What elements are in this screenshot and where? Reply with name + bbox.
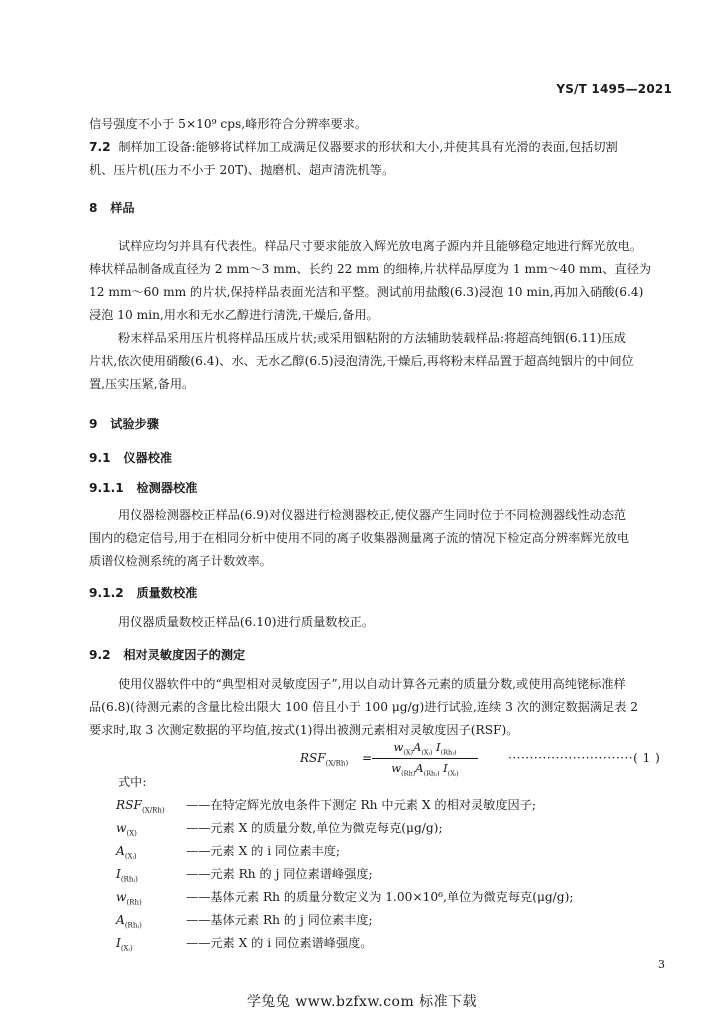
definition-text: ——元素 Rh 的 j 同位素谱峰强度;	[186, 867, 373, 881]
standard-number: YS/T 1495—2021	[556, 82, 672, 96]
definition-text: ——元素 X 的 i 同位素谱峰强度。	[186, 936, 373, 950]
section-title: 试验步骤	[110, 417, 159, 431]
section-8-paragraph-1	[89, 235, 673, 327]
section-number: 9	[89, 417, 98, 431]
paragraph-line: 棒状样品制备成直径为 2 mm～3 mm、长约 22 mm 的细棒,片状样品厚度为 1 mm～40 mm、直径为	[89, 262, 652, 276]
definition-text: ——基体元素 Rh 的质量分数定义为 1.00×10⁶,单位为微克每克(μg/g);	[186, 890, 574, 904]
paragraph-line: 浸泡 10 min,用水和无水乙醇进行清洗,干燥后,备用。	[89, 308, 379, 322]
definition-symbol: $A_{(Rhⱼ)}$	[116, 913, 142, 930]
section-title: 相对灵敏度因子的测定	[123, 648, 246, 662]
section-9-1-1-paragraph	[89, 504, 673, 573]
paragraph-line: 用仪器检测器校正样品(6.9)对仪器进行检测器校正,使仪器产生同时位于不同检测器线性动态范	[118, 508, 627, 522]
definition-text: ——元素 X 的质量分数,单位为微克每克(μg/g);	[186, 821, 443, 835]
section-9-2-paragraph	[89, 673, 673, 742]
paragraph-line: 质谱仪检测系统的离子计数效率。	[89, 554, 272, 568]
paragraph-line: 置,压实压紧,备用。	[89, 377, 195, 391]
definitions-list	[116, 794, 573, 955]
section-text: 制样加工设备:能够将试样加工成满足仪器要求的形状和大小,并使其具有光滑的表面,包括切割	[118, 140, 618, 154]
section-9-2-heading	[89, 646, 245, 663]
definition-row	[116, 840, 573, 863]
page-number: 3	[658, 958, 665, 971]
section-9-1-1-heading	[89, 479, 197, 496]
paragraph-line: 要求时,取 3 次测定数据的平均值,按式(1)得出被测元素相对灵敏度因子(RSF)。	[89, 723, 519, 737]
section-title: 检测器校准	[136, 481, 198, 495]
paragraph-line: 片状,依次使用硝酸(6.4)、水、无水乙醇(6.5)浸泡清洗,干燥后,再将粉末样品置于超高纯铟片的中间位	[89, 354, 634, 368]
paragraph-line: 粉末样品采用压片机将样品压成片状;或采用铟粘附的方法辅助装载样品:将超高纯铟(6.11)压成	[118, 331, 626, 345]
section-9-1-2-paragraph	[89, 611, 673, 634]
paragraph-line: 使用仪器软件中的“典型相对灵敏度因子”,用以自动计算各元素的质量分数,或使用高纯铑标准样	[118, 677, 626, 691]
formula-numerator: $w_{(X)}A_{(Xᵢ)}$ $I_{(Rhⱼ)}$	[393, 740, 457, 757]
formula-equals: =	[362, 751, 373, 765]
section-title: 仪器校准	[123, 451, 173, 465]
definition-symbol: $I_{(Xᵢ)}$	[116, 936, 133, 953]
section-8-heading	[89, 199, 135, 216]
definition-symbol: $w_{(X)}$	[116, 821, 137, 838]
definition-row	[116, 886, 573, 909]
paragraph-line: 用仪器质量数校正样品(6.10)进行质量数校正。	[118, 615, 375, 629]
section-number: 9.1.1	[89, 481, 124, 495]
definition-text: ——在特定辉光放电条件下测定 Rh 中元素 X 的相对灵敏度因子;	[186, 798, 536, 812]
section-9-heading	[89, 415, 159, 432]
section-number: 9.2	[89, 648, 111, 662]
paragraph-line: 机、压片机(压力不小于 20T)、抛磨机、超声清洗机等。	[89, 163, 395, 177]
definition-symbol: $RSF_{(X/Rh)}$	[116, 798, 165, 815]
section-number: 9.1.2	[89, 586, 124, 600]
definition-symbol: $w_{(Rh)}$	[116, 890, 142, 907]
section-number: 9.1	[89, 451, 111, 465]
section-9-1-heading	[89, 449, 172, 466]
paragraph-line: 试样应均匀并具有代表性。样品尺寸要求能放入辉光放电离子源内并且能够稳定地进行辉光放电。	[118, 239, 643, 253]
where-label: 式中:	[118, 775, 147, 789]
paragraph-line: 信号强度不小于 5×10⁹ cps,峰形符合分辨率要求。	[89, 117, 368, 131]
section-title: 质量数校准	[136, 586, 198, 600]
definition-symbol: $I_{(Rhⱼ)}$	[116, 867, 138, 884]
paragraph-line	[89, 136, 673, 159]
section-number: 7.2	[89, 140, 111, 154]
definition-row	[116, 863, 573, 886]
definition-row	[116, 794, 573, 817]
fraction-bar	[372, 758, 478, 759]
section-number: 8	[89, 201, 98, 215]
section-9-1-2-heading	[89, 584, 197, 601]
formula-lhs: $RSF_{(X/Rh)}$	[300, 751, 349, 768]
section-8-paragraph-2	[89, 327, 673, 396]
footer-watermark: 学兔兔 www.bzfxw.com 标准下载	[246, 994, 478, 1010]
paragraph-line: 品(6.8)(待测元素的含量比检出限大 100 倍且小于 100 μg/g)进行试验,连续 3 次的测定数据满足表 2	[89, 700, 639, 714]
where-label-block	[89, 771, 673, 794]
definition-row	[116, 909, 573, 932]
formula-number: ·····························( 1 )	[508, 751, 661, 765]
definition-text: ——基体元素 Rh 的 j 同位素丰度;	[186, 913, 373, 927]
paragraph-line: 围内的稳定信号,用于在相同分析中使用不同的离子收集器测量离子流的情况下检定高分辨率辉光放电	[89, 531, 630, 545]
section-title: 样品	[110, 201, 135, 215]
section-7-2	[89, 136, 673, 182]
definition-symbol: $A_{(Xᵢ)}$	[116, 844, 137, 861]
definition-row	[116, 817, 573, 840]
definition-text: ——元素 X 的 i 同位素丰度;	[186, 844, 341, 858]
definition-row	[116, 932, 573, 955]
paragraph-line: 12 mm～60 mm 的片状,保持样品表面光洁和平整。测试前用盐酸(6.3)浸泡 10 min,再加入硝酸(6.4)	[89, 285, 644, 299]
section-7-continuation	[89, 113, 673, 136]
formula-denominator: $w_{(Rh)}A_{(Rhⱼ)}$ $I_{(Xᵢ)}$	[391, 761, 459, 778]
